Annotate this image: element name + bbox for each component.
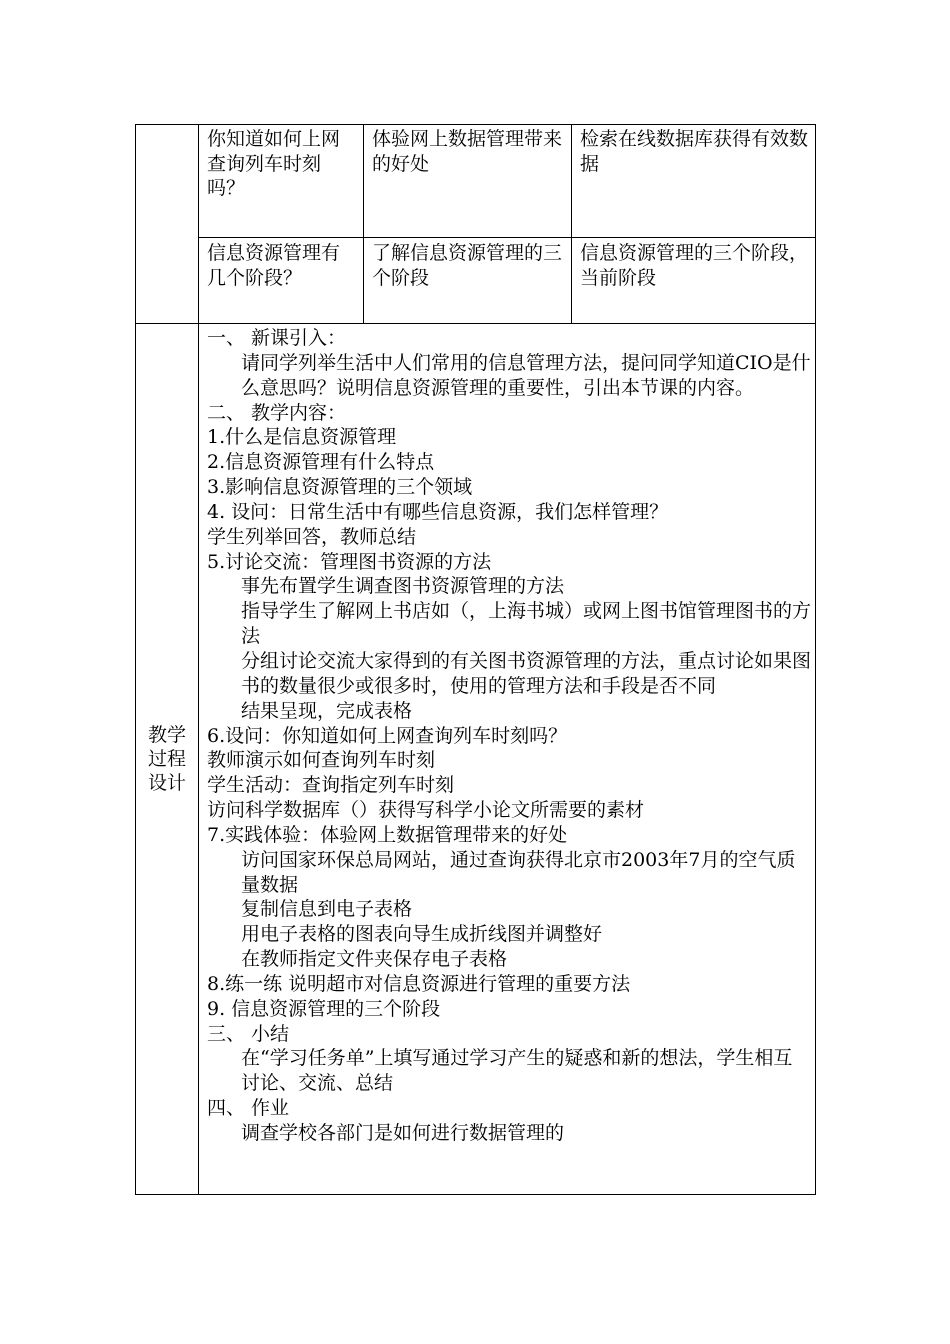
section-label (136, 723, 198, 795)
heading-summary: 三、 小结 (207, 1022, 290, 1045)
row1-skill-cell: 检索在线数据库获得有效数据 (580, 128, 809, 175)
teaching-process-content (207, 326, 811, 1146)
content-item-7-step-3: 用电子表格的图表向导生成折线图并调整好 (241, 923, 603, 946)
row2-goal-cell: 了解信息资源管理的三个阶段 (372, 242, 563, 289)
content-item-6-demo: 教师演示如何查询列车时刻 (207, 749, 436, 772)
section-label-line-2: 过程 (147, 748, 186, 770)
row-divider-1 (198, 237, 816, 238)
homework-paragraph: 调查学校各部门是如何进行数据管理的 (241, 1122, 565, 1144)
content-item-9: 9. 信息资源管理的三个阶段 (207, 997, 441, 1020)
content-item-6-activity: 学生活动：查询指定列车时刻 (207, 774, 455, 797)
content-item-5-step-2: 指导学生了解网上书店如（，上海书城）或网上图书馆管理图书的方法 (241, 600, 812, 648)
table-border-left (135, 124, 136, 1195)
content-item-7-step-2: 复制信息到电子表格 (241, 898, 413, 921)
content-item-5-step-1: 事先布置学生调查图书资源管理的方法 (241, 575, 565, 598)
content-item-3: 3.影响信息资源管理的三个领域 (207, 476, 473, 499)
content-item-7-step-4: 在教师指定文件夹保存电子表格 (241, 948, 508, 971)
content-item-8: 8.练一练 说明超市对信息资源进行管理的重要方法 (207, 972, 631, 995)
heading-homework: 四、 作业 (207, 1097, 290, 1120)
content-item-4: 4. 设问：日常生活中有哪些信息资源，我们怎样管理？ (207, 500, 669, 523)
content-item-5-step-3: 分组讨论交流大家得到的有关图书资源管理的方法，重点讨论如果图书的数量很少或很多时，使用的管理方法和手段是否不同 (241, 649, 812, 697)
content-item-5: 5.讨论交流：管理图书资源的方法 (207, 550, 492, 573)
heading-intro: 一、 新课引入： (207, 327, 347, 349)
table-border-right (815, 124, 816, 1195)
heading-content: 二、 教学内容： (207, 401, 347, 424)
column-divider-2 (363, 124, 364, 324)
table-border-top (135, 124, 816, 125)
content-item-4-note: 学生列举回答，教师总结 (207, 525, 417, 548)
content-item-6-access: 访问科学数据库（）获得写科学小论文所需要的素材 (207, 799, 645, 822)
section-label-line-3: 设计 (147, 772, 186, 794)
summary-paragraph: 在“学习任务单”上填写通过学习产生的疑惑和新的想法，学生相互讨论、交流、总结 (241, 1047, 793, 1095)
content-item-5-step-4: 结果呈现，完成表格 (241, 699, 413, 722)
row1-goal-cell: 体验网上数据管理带来的好处 (372, 128, 563, 175)
intro-paragraph: 请同学列举生活中人们常用的信息管理方法，提问同学知道CIO是什么意思吗？说明信息资源管理的重要性，引出本节课的内容。 (241, 351, 811, 399)
row1-question-cell: 你知道如何上网查询列车时刻吗？ (207, 128, 341, 200)
section-label-line-1: 教学 (147, 724, 186, 746)
column-divider-3 (571, 124, 572, 324)
content-item-2: 2.信息资源管理有什么特点 (207, 451, 435, 474)
row2-skill-cell: 信息资源管理的三个阶段，当前阶段 (580, 242, 809, 289)
content-item-6: 6.设问：你知道如何上网查询列车时刻吗？ (207, 724, 568, 747)
table-border-bottom (135, 1194, 816, 1195)
column-divider-1 (198, 124, 199, 1195)
content-item-7-step-1: 访问国家环保总局网站，通过查询获得北京市2003年7月的空气质量数据 (241, 848, 796, 896)
section-divider (135, 323, 816, 324)
content-item-7: 7.实践体验：体验网上数据管理带来的好处 (207, 823, 568, 846)
row2-question-cell: 信息资源管理有几个阶段？ (207, 242, 341, 289)
content-item-1: 1.什么是信息资源管理 (207, 426, 397, 449)
